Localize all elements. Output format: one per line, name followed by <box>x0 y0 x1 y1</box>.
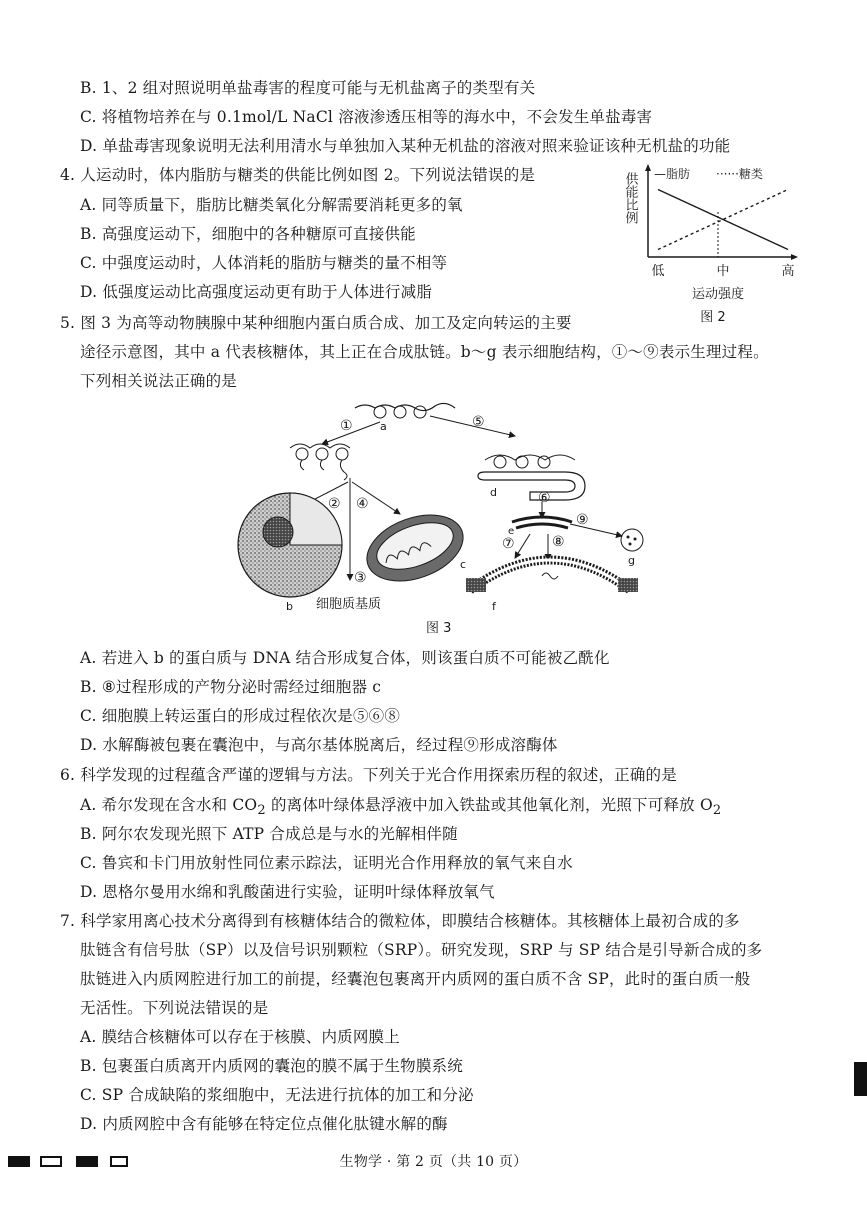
svg-text:b: b <box>286 600 293 613</box>
svg-text:a: a <box>380 420 387 433</box>
q7-stem-line3: 肽链进入内质网腔进行加工的前提，经囊泡包裹离开内质网的蛋白质不含 SP，此时的蛋白质一般 <box>80 970 751 988</box>
side-timing-mark <box>854 1062 867 1096</box>
q4-option-c: C. 中强度运动时，人体消耗的脂肪与糖类的量不相等 <box>80 254 448 272</box>
mitochondrion-c <box>358 503 472 594</box>
q7-stem-line2: 肽链含有信号肽（SP）以及信号识别颗粒（SRP）。研究发现，SRP 与 SP 结合是引导新合成的多 <box>80 941 763 959</box>
figure2-legend-sugar: ······糖类 <box>716 167 763 181</box>
q4-option-a: A. 同等质量下，脂肪比糖类氧化分解需要消耗更多的氧 <box>80 196 463 214</box>
svg-text:d: d <box>490 486 497 499</box>
step-6: ⑥ <box>538 490 551 506</box>
nucleus-b <box>238 493 342 613</box>
q6-stem: 6. 科学发现的过程蕴含严谨的逻辑与方法。下列关于光合作用探索历程的叙述，正确的是 <box>60 766 677 784</box>
figure2-ylabel: 供能比例 <box>622 172 638 224</box>
figure2-legend-fat: —脂肪 <box>654 167 691 181</box>
q4-stem: 4. 人运动时，体内脂肪与糖类的供能比例如图 2。下列说法错误的是 <box>60 166 536 184</box>
q7-option-a: A. 膜结合核糖体可以存在于核膜、内质网膜上 <box>80 1028 400 1046</box>
step-3: ③ <box>354 570 367 586</box>
page-footer: 生物学 · 第 2 页（共 10 页） <box>339 1154 528 1170</box>
x-tick-label: 低 <box>651 264 665 279</box>
q5-stem-line3: 下列相关说法正确的是 <box>80 372 238 390</box>
q3-option-c: C. 将植物培养在与 0.1mol/L NaCl 溶液渗透压相等的海水中，不会发生单盐毒害 <box>80 108 653 126</box>
step-2: ② <box>328 496 341 512</box>
step-5: ⑤ <box>472 414 485 430</box>
q7-option-b: B. 包裹蛋白质离开内质网的囊泡的膜不属于生物膜系统 <box>80 1057 463 1075</box>
q7-option-c: C. SP 合成缺陷的浆细胞中，无法进行抗体的加工和分泌 <box>80 1086 474 1104</box>
q5-stem-line2: 途径示意图，其中 a 代表核糖体，其上正在合成肽链。b～g 表示细胞结构，①～⑨表示生理过程。 <box>80 343 769 361</box>
step-1: ① <box>340 418 353 434</box>
step-7: ⑦ <box>502 536 515 552</box>
svg-text:f: f <box>492 600 496 613</box>
q3-option-d: D. 单盐毒害现象说明无法利用清水与单独加入某种无机盐的溶液对照来验证该种无机盐的功能 <box>80 137 731 155</box>
lysosome-g <box>621 529 643 567</box>
q7-stem-line1: 7. 科学家用离心技术分离得到有核糖体结合的微粒体，即膜结合核糖体。其核糖体上最初合成的多 <box>60 912 740 930</box>
svg-text:e: e <box>508 526 515 537</box>
q5-option-a: A. 若进入 b 的蛋白质与 DNA 结合形成复合体，则该蛋白质不可能被乙酰化 <box>80 649 610 667</box>
step-4: ④ <box>356 496 369 512</box>
q6-option-c: C. 鲁宾和卡门用放射性同位素示踪法，证明光合作用释放的氧气来自水 <box>80 854 573 872</box>
figure3-caption: 图 3 <box>426 621 452 636</box>
svg-text:c: c <box>460 558 467 571</box>
cytoplasm-label: 细胞质基质 <box>316 597 382 612</box>
x-tick-label: 高 <box>781 264 795 279</box>
q7-stem-line4: 无活性。下列说法错误的是 <box>80 999 269 1017</box>
q3-option-b: B. 1、2 组对照说明单盐毒害的程度可能与无机盐离子的类型有关 <box>80 79 536 97</box>
q6-option-b: B. 阿尔农发现光照下 ATP 合成总是与水的光解相伴随 <box>80 825 458 843</box>
figure2-caption: 图 2 <box>700 310 726 325</box>
q6-option-a: A. 希尔发现在含水和 $CO_2$ 的离体叶绿体悬浮液中加入铁盐或其他氧化剂，光照下可释放 $O_2$ <box>80 796 722 819</box>
q4-option-d: D. 低强度运动比高强度运动更有助于人体进行减脂 <box>80 283 433 301</box>
figure2-xlabel: 运动强度 <box>691 287 745 302</box>
q5-option-c: C. 细胞膜上转运蛋白的形成过程依次是⑤⑥⑧ <box>80 707 401 725</box>
q4-option-b: B. 高强度运动下，细胞中的各种糖原可直接供能 <box>80 225 416 243</box>
step-8: ⑧ <box>552 534 565 550</box>
q5-option-d: D. 水解酶被包裹在囊泡中，与高尔基体脱离后，经过程⑨形成溶酶体 <box>80 736 558 754</box>
q6-option-d: D. 恩格尔曼用水绵和乳酸菌进行实验，证明叶绿体释放氧气 <box>80 883 495 901</box>
membrane-f <box>466 560 638 613</box>
q7-option-d: D. 内质网腔中含有能够在特定位点催化肽键水解的酶 <box>80 1115 448 1133</box>
step-9: ⑨ <box>576 512 589 528</box>
x-tick-label: 中 <box>716 264 730 279</box>
q5-stem-line1: 5. 图 3 为高等动物胰腺中某种细胞内蛋白质合成、加工及定向转运的主要 <box>60 314 572 332</box>
er-d <box>478 455 585 500</box>
svg-text:g: g <box>628 554 635 567</box>
figure3-diagram <box>230 400 650 638</box>
figure2-chart <box>618 162 808 330</box>
q5-option-b: B. ⑧过程形成的产物分泌时需经过细胞器 c <box>80 678 382 696</box>
free-polysome <box>290 444 350 480</box>
